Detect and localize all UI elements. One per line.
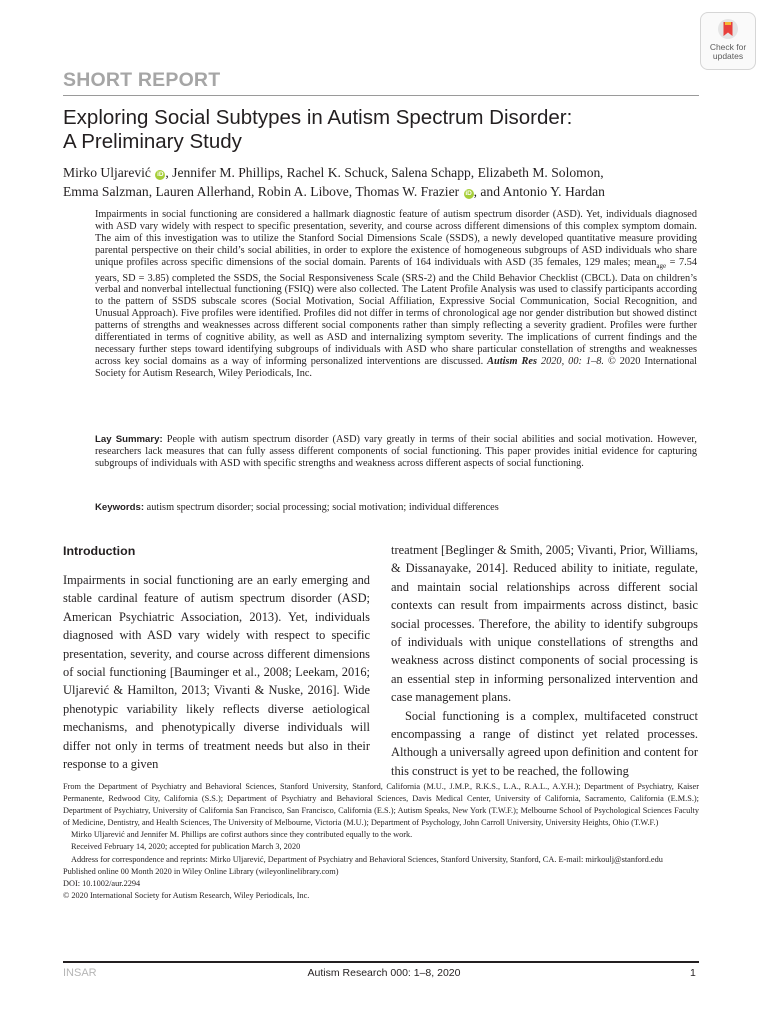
- correspondence-note: Address for correspondence and reprints: Mirko Uljarević, Department of Psychiatry and Behavioral Sciences, Stanford University, Stanford, CA. E-mail: mirkoulj@stanford.edu: [71, 854, 663, 864]
- keywords-label: Keywords:: [95, 502, 145, 513]
- cofirst-note: Mirko Uljarević and Jennifer M. Phillips are cofirst authors since they contributed equally to the work.: [71, 830, 413, 840]
- abstract-text: = 7.54 years, SD = 3.85) completed the SSDS, the Social Responsiveness Scale (SRS-2) and the Child Behavior Checklist (CBCL). Data on children’s verbal and nonverbal intellectual functioning (FSIQ) were also collected. The Latent Profile Analysis was used to classify participants according to the pattern of SSDS subscale scores (Social Motivation, Social Affiliation, Expressive Social Communication, Social Recognition, and Unusual Approach). Five profiles were identified. Profiles did not differ in terms of chronological age nor gender distribution but showed distinct patterns of strengths and weaknesses across different social components rather than simply reflecting a severity gradient. Profiles were further differentiated in terms of cognitive ability, as well as ASD and internalizing symptom severity. The implications of current findings and the necessary further steps toward identifying subgroups of individuals with ASD who share particular constellation of strengths and weaknesses across key social domains as a way of informing personalized interventions are discussed.: [95, 256, 697, 367]
- footnotes: [63, 781, 699, 902]
- orcid-icon[interactable]: iD: [465, 190, 472, 197]
- affiliations-note: From the Department of Psychiatry and Behavioral Sciences, Stanford University, Stanford, California (M.U., J.M.P., R.K.S., L.A., R.A.L., A.Y.H.); Department of Psychiatry, Kaiser Permanente, Redwood City, California (S.S.); Department of Psychiatry and Behavioral Sciences, Davis Medical Center, University of California, Sacramento, California (E.M.S.); Department of Psychiatry, University of California San Francisco, San Francisco, California (E.S.); Autism Speaks, New York (T.W.F.); Melbourne School of Psychological Sciences Faculty of Medicine, Dentistry, and Health Sciences, The University of Melbourne, Victoria (M.U.); Department of Psychology, John Carroll University, University Heights, Ohio (T.W.F.): [63, 782, 699, 828]
- published-note: Published online 00 Month 2020 in Wiley Online Library (wileyonlinelibrary.com): [63, 866, 339, 876]
- running-footer: Autism Research 000: 1–8, 2020: [307, 967, 461, 979]
- badge-label-line1: Check for: [709, 42, 747, 52]
- badge-label-line2: updates: [712, 51, 744, 61]
- lay-summary-text: People with autism spectrum disorder (ASD) vary greatly in terms of their social abilities and social motivation. However, researchers lack measures that can fully assess different components of social functioning. This paper provides initial evidence for capturing subgroups of individuals with ASD with specific strengths and weakness across different aspects of social functioning.: [95, 434, 697, 469]
- society-logo-text: INSAR: [63, 967, 97, 979]
- lay-summary: [95, 434, 697, 470]
- body-paragraph: treatment [Beglinger & Smith, 2005; Vivanti, Prior, Williams, & Dissanayake, 2014]. Reduced ability to initiate, regulate, and maintain social relationships across different social contexts can result from impairments across distinct, basic social processes. Therefore, the ability to identify subgroups of individuals with unique constellations of strengths and weakness across distinct components of social processing is an essential step in informing personalized intervention and case management plans.: [391, 543, 698, 705]
- author-name: , and Antonio Y. Hardan: [473, 184, 605, 199]
- header-divider: [63, 95, 699, 96]
- abstract-text: Impairments in social functioning are considered a hallmark diagnostic feature of autism spectrum disorder (ASD). Yet, individuals diagnosed with ASD vary widely with respect to specific presentation, severity, and course across different dimensions of this complex symptom domain. The aim of this investigation was to utilize the Stanford Social Dimensions Scale (SSDS), a newly developed quantitative measure providing parental perspective on their child’s social abilities, in order to explore the existence of homogeneous subgroups of ASD individuals who share unique profiles across specific dimensions of the social domain. Parents of 164 individuals with ASD (35 females, 129 males; mean: [95, 209, 697, 268]
- copyright-note: © 2020 International Society for Autism Research, Wiley Periodicals, Inc.: [63, 890, 310, 900]
- keywords-text: autism spectrum disorder; social processing; social motivation; individual differences: [144, 502, 499, 513]
- author-list: [63, 163, 703, 201]
- section-heading: Introduction: [63, 544, 136, 558]
- check-for-updates-badge[interactable]: [700, 12, 756, 70]
- doi-note[interactable]: DOI: 10.1002/aur.2294: [63, 878, 141, 888]
- title-line-2: A Preliminary Study: [63, 130, 242, 153]
- body-paragraph: Impairments in social functioning are an early emerging and stable cardinal feature of autism spectrum disorder (ASD; American Psychiatric Association, 2013). Yet, individuals diagnosed with ASD vary widely with respect to specific presentation, severity, and course across different dimensions of social functioning [Bauminger et al., 2008; Leekam, 2016; Uljarević & Hamilton, 2013; Vivanti & Nuske, 2016]. Wide phenotypic variability likely reflects diverse aetiological mechanisms, and phenotypically diverse individuals will differ not only in terms of treatment needs but also in their response to a given: [63, 573, 370, 772]
- lay-summary-label: Lay Summary:: [95, 434, 163, 445]
- author-name: Mirko Uljarević: [63, 165, 151, 180]
- author-names: Emma Salzman, Lauren Allerhand, Robin A. Libove, Thomas W. Frazier: [63, 184, 460, 199]
- author-names: , Jennifer M. Phillips, Rachel K. Schuck, Salena Schapp, Elizabeth M. Solomon,: [165, 165, 604, 180]
- page-number: 1: [690, 967, 696, 979]
- journal-citation: 2020, 00: 1–8.: [540, 355, 604, 367]
- received-note: Received February 14, 2020; accepted for publication March 3, 2020: [71, 842, 301, 852]
- keywords: [95, 502, 697, 514]
- article-type-label: SHORT REPORT: [63, 69, 221, 91]
- article-title: [63, 106, 683, 154]
- abstract-copyright: © 2020 International Society for Autism Research, Wiley Periodicals, Inc.: [95, 355, 698, 379]
- abstract: [95, 209, 697, 380]
- footer-divider: [63, 961, 699, 963]
- abstract-subscript: age: [656, 261, 667, 270]
- body-column-left: [63, 541, 370, 773]
- body-paragraph: Social functioning is a complex, multifaceted construct encompassing a range of distinct yet related processes. Although a universally agreed upon definition and content for this construct is yet to be reached, the following: [391, 708, 698, 778]
- journal-name: Autism Res: [487, 355, 537, 367]
- orcid-icon[interactable]: iD: [157, 171, 164, 178]
- body-column-right: [391, 541, 698, 780]
- title-line-1: Exploring Social Subtypes in Autism Spectrum Disorder:: [63, 106, 573, 129]
- bookmark-icon: [717, 18, 739, 42]
